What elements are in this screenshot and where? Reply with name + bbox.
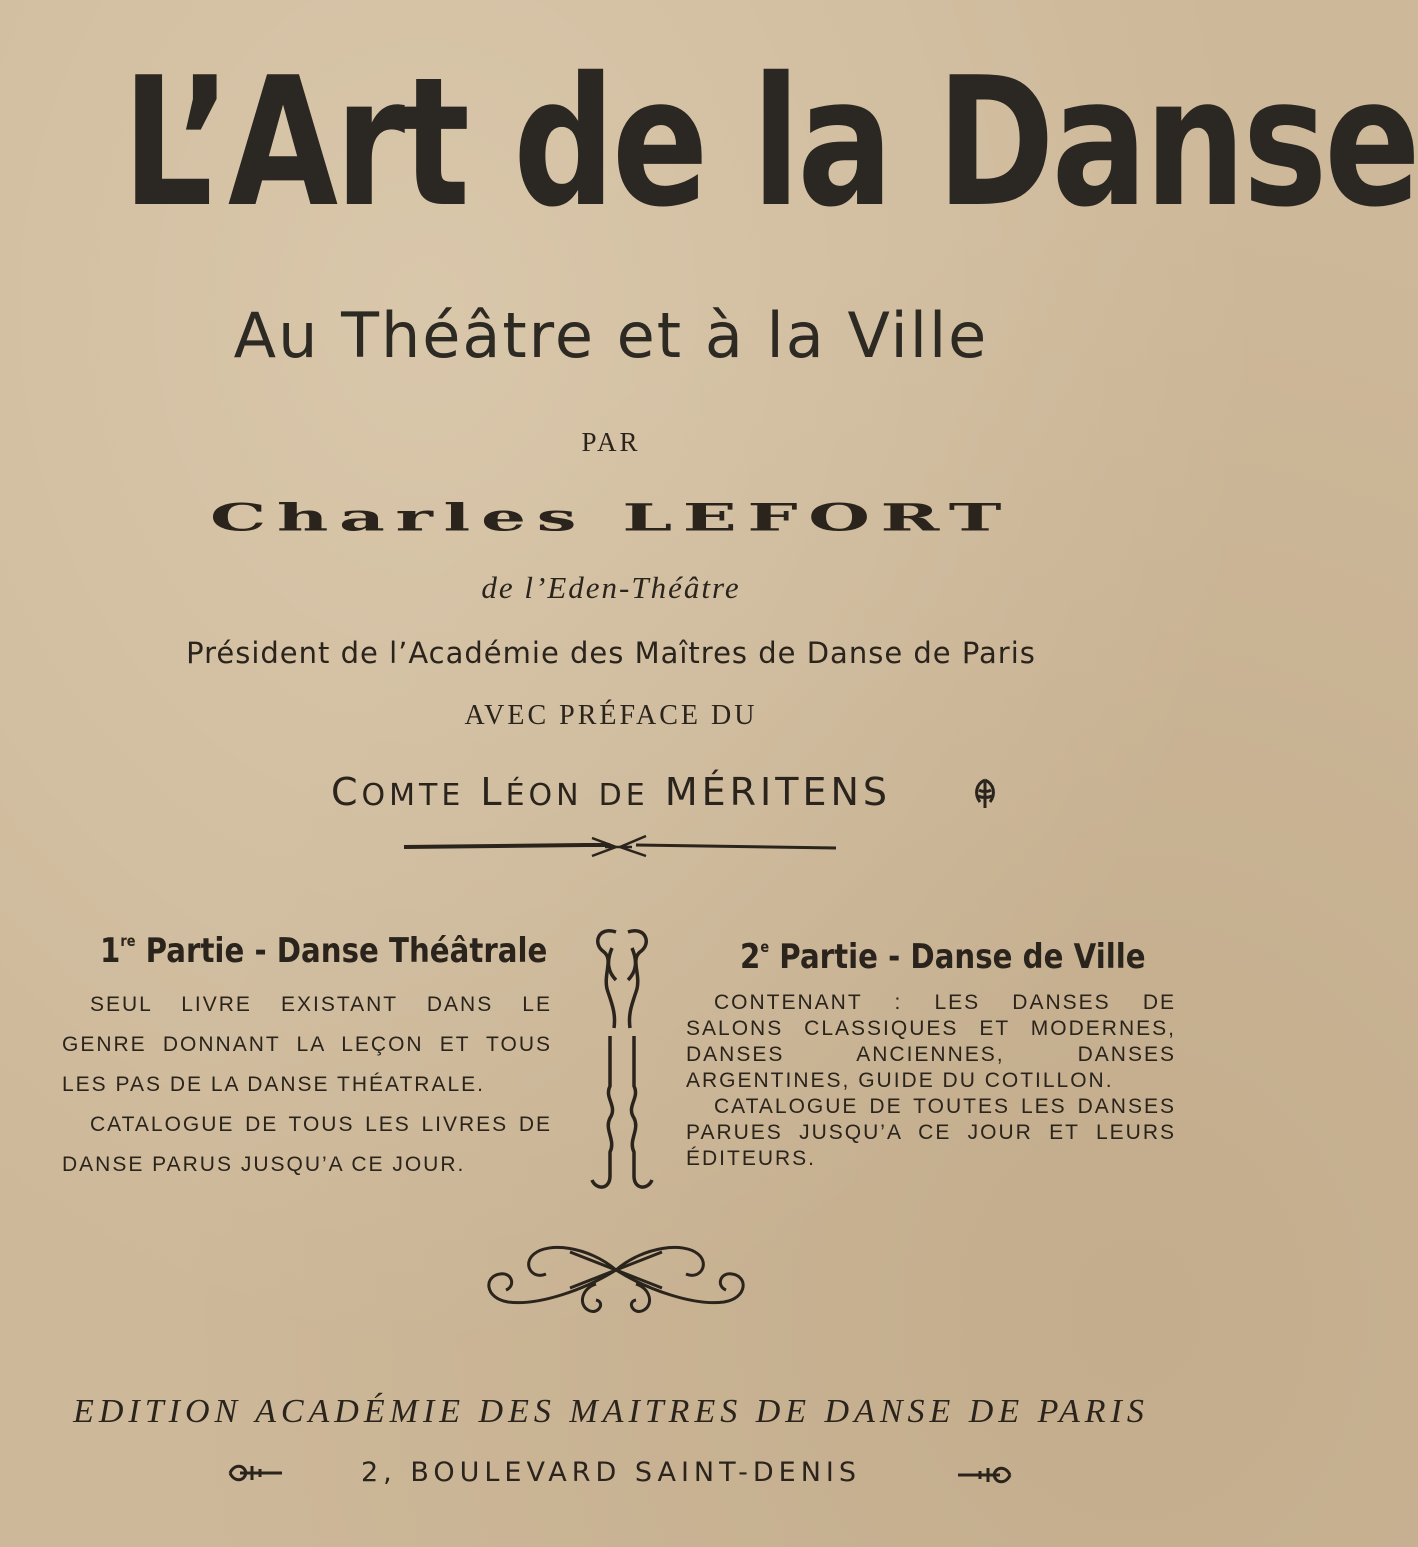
publisher-address: 2, BOULEVARD SAINT-DENIS [360,1457,862,1488]
vertical-ornament-icon [588,918,656,1198]
preface-author-word-3: DE [598,778,649,813]
part1-paragraph-1: SEUL LIVRE EXISTANT DANS LE GENRE DONNANT LA LEÇON ET TOUS LES PAS DE LA DANSE THÉATRALE. [62,993,552,1096]
part2-heading [740,924,1146,980]
preface-author-initial-2: L [480,770,506,814]
book-title: L’Art de la Danse [122,39,1418,246]
scroll-ornament-icon [478,1240,754,1324]
part1-paragraph-2: CATALOGUE DE TOUS LES LIVRES DE DANSE PARUS JUSQU’A CE JOUR. [62,1113,552,1176]
divider-rule-icon [400,832,840,862]
author-affiliation: de l’Eden-Théâtre [481,570,741,605]
part1-number: 1 [100,931,121,971]
part2-number: 2 [740,937,761,977]
part1-heading-text: Partie - Danse Théâtrale [145,931,548,971]
publisher-edition: EDITION ACADÉMIE DES MAITRES DE DANSE DE PARIS [73,1393,1149,1430]
right-fleuron-icon [956,1462,1014,1488]
preface-author-rest-2: ÉON [505,778,583,813]
part2-superscript: e [760,938,770,956]
part1-heading [100,918,547,974]
preface-author [0,762,1222,826]
preface-author-initial-1: C [330,770,362,814]
author-role: Président de l’Académie des Maîtres de Danse de Paris [186,636,1036,670]
part2-description [686,990,1176,1172]
part1-description [62,985,552,1185]
preface-author-initial-4: M [664,770,702,814]
part1-superscript: re [120,932,136,950]
preface-author-rest-1: OMTE [361,778,465,813]
small-flourish-icon [968,776,1002,812]
author-name: Charles LEFORT [209,496,1013,540]
preface-intro: AVEC PRÉFACE DU [464,700,758,731]
part2-paragraph-2: CATALOGUE DE TOUTES LES DANSES PARUES JUSQU’A CE JOUR ET LEURS ÉDITEURS. [686,1095,1176,1170]
by-label: PAR [581,427,641,457]
preface-author-rest-4: ÉRITENS [701,770,892,814]
part2-paragraph-1: CONTENANT : LES DANSES DE SALONS CLASSIQUES ET MODERNES, DANSES ANCIENNES, DANSES ARGENTINES, GUIDE DU COTILLON. [686,991,1176,1092]
part2-heading-text: Partie - Danse de Ville [779,937,1146,977]
book-subtitle: Au Théâtre et à la Ville [233,299,989,372]
